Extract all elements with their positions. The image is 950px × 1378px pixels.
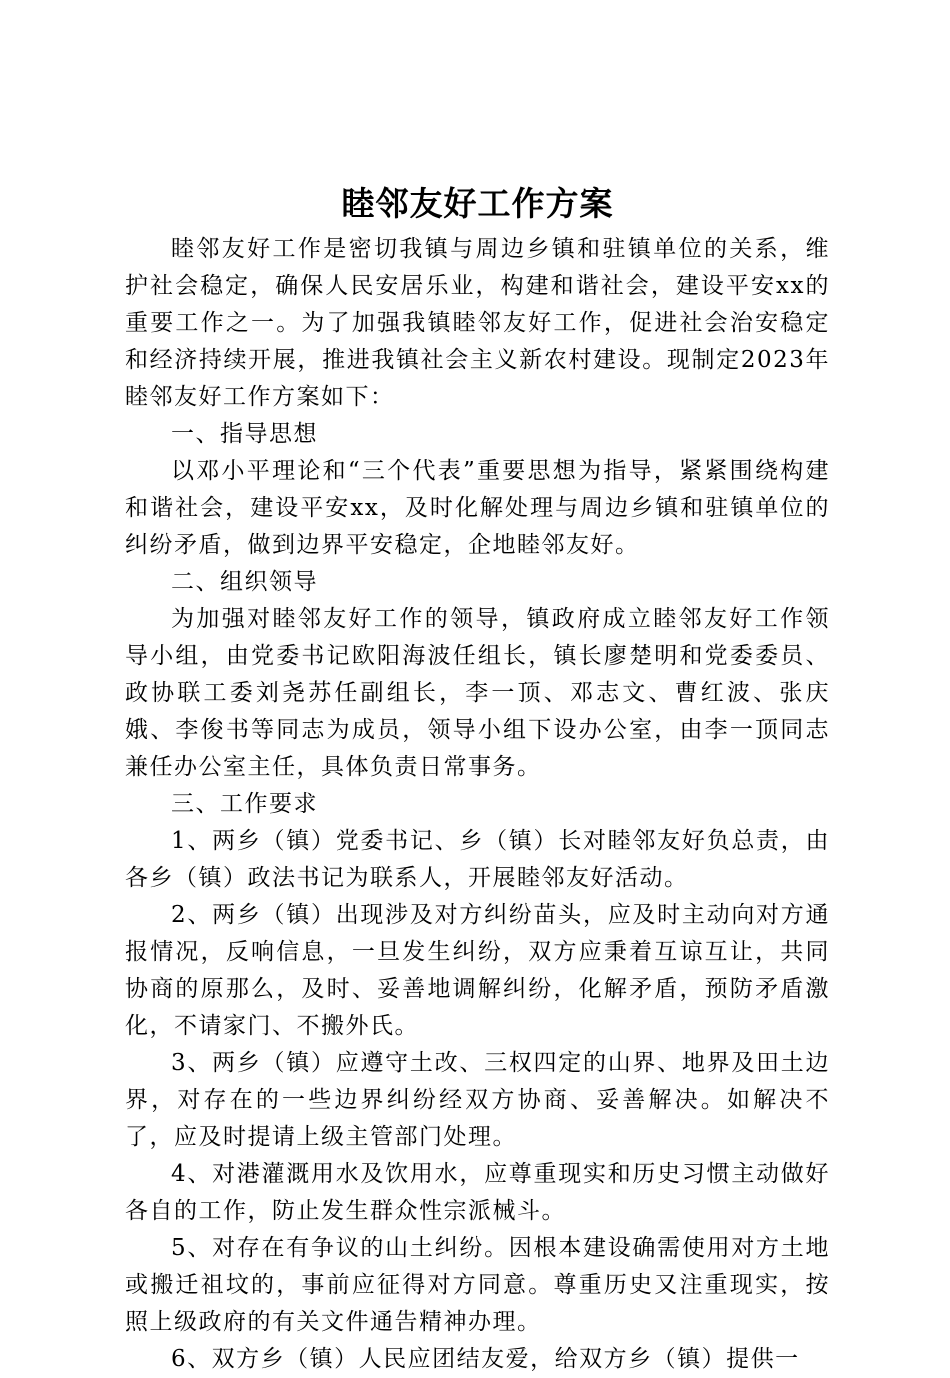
section-heading-organization: 二、组织领导 [171,569,318,595]
requirement-item-4: 4、对港灌溉用水及饮用水，应尊重现实和历史习惯主动做好各自的工作，防止发生群众性宗派械斗。 [125,1161,830,1224]
guiding-ideology-paragraph: 以邓小平理论和“三个代表”重要思想为指导，紧紧围绕构建和谐社会，建设平安xx，及时化解处理与周边乡镇和驻镇单位的纠纷矛盾，做到边界平安稳定，企地睦邻友好。 [125,458,830,558]
intro-paragraph: 睦邻友好工作是密切我镇与周边乡镇和驻镇单位的关系，维护社会稳定，确保人民安居乐业，构建和谐社会，建设平安xx的重要工作之一。为了加强我镇睦邻友好工作，促进社会治安稳定和经济持续开展，推进我镇社会主义新农村建设。现制定2023年睦邻友好工作方案如下： [125,236,830,410]
requirement-item-6: 6、双方乡（镇）人民应团结友爱，给双方乡（镇）提供一 [171,1346,800,1372]
requirement-item-3: 3、两乡（镇）应遵守土改、三权四定的山界、地界及田土边界，对存在的一些边界纠纷经双方协商、妥善解决。如解决不了，应及时提请上级主管部门处理。 [125,1050,830,1150]
requirement-item-5: 5、对存在有争议的山土纠纷。因根本建设确需使用对方土地或搬迁祖坟的，事前应征得对方同意。尊重历史又注重现实，按照上级政府的有关文件通告精神办理。 [125,1235,830,1335]
section-heading-guiding-ideology: 一、指导思想 [171,421,318,447]
section-heading-requirements: 三、工作要求 [171,791,318,817]
requirement-item-1: 1、两乡（镇）党委书记、乡（镇）长对睦邻友好负总责，由各乡（镇）政法书记为联系人，开展睦邻友好活动。 [125,828,830,891]
requirement-item-2: 2、两乡（镇）出现涉及对方纠纷苗头，应及时主动向对方通报情况，反响信息，一旦发生纠纷，双方应秉着互谅互让，共同协商的原那么，及时、妥善地调解纠纷，化解矛盾，预防矛盾激化，不请家门、不搬外氏。 [125,902,830,1039]
organization-paragraph: 为加强对睦邻友好工作的领导，镇政府成立睦邻友好工作领导小组，由党委书记欧阳海波任组长，镇长廖楚明和党委委员、政协联工委刘尧苏任副组长，李一顶、邓志文、曹红波、张庆娥、李俊书等同志为成员，领导小组下设办公室，由李一顶同志兼任办公室主任，具体负责日常事务。 [125,606,830,780]
document-page [125,180,830,1378]
document-title: 睦邻友好工作方案 [341,184,614,223]
